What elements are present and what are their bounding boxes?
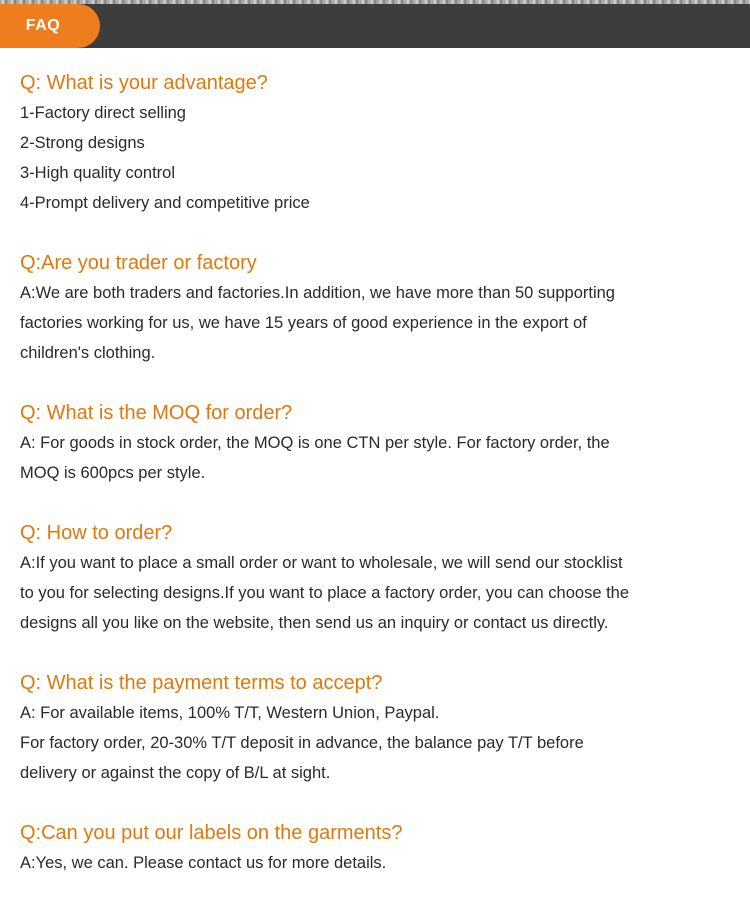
section-header-bar (0, 4, 750, 48)
faq-answer-line: A:If you want to place a small order or want to wholesale, we will send our stocklist (20, 554, 623, 572)
faq-question: Q:Can you put our labels on the garments? (20, 822, 403, 844)
faq-answer-line: designs all you like on the website, then send us an inquiry or contact us directly. (20, 614, 609, 632)
faq-item-moq (20, 398, 725, 488)
faq-answer-line: 4-Prompt delivery and competitive price (20, 194, 310, 212)
faq-question: Q: What is the payment terms to accept? (20, 672, 383, 694)
faq-answer-line: A:We are both traders and factories.In addition, we have more than 50 supporting (20, 284, 615, 302)
faq-list (20, 68, 725, 908)
faq-answer-line: 1-Factory direct selling (20, 104, 186, 122)
faq-question: Q: What is the MOQ for order? (20, 402, 293, 424)
faq-section-tab (0, 4, 100, 48)
faq-question: Q:Are you trader or factory (20, 252, 257, 274)
faq-answer-line: children's clothing. (20, 344, 156, 362)
faq-item-trader-or-factory (20, 248, 725, 368)
faq-answer-line: factories working for us, we have 15 years of good experience in the export of (20, 314, 587, 332)
faq-question: Q: What is your advantage? (20, 72, 268, 94)
faq-answer-line: For factory order, 20-30% T/T deposit in advance, the balance pay T/T before (20, 734, 584, 752)
faq-tab-label: FAQ (25, 17, 61, 34)
faq-item-labels (20, 818, 725, 878)
faq-item-how-to-order (20, 518, 725, 638)
faq-answer-line: A:Yes, we can. Please contact us for more details. (20, 854, 387, 872)
faq-answer-line: A: For available items, 100% T/T, Western Union, Paypal. (20, 704, 440, 722)
faq-answer-line: A: For goods in stock order, the MOQ is one CTN per style. For factory order, the (20, 434, 610, 452)
faq-answer-line: MOQ is 600pcs per style. (20, 464, 206, 482)
faq-answer-line: 2-Strong designs (20, 134, 145, 152)
faq-answer-line: delivery or against the copy of B/L at sight. (20, 764, 331, 782)
faq-answer-line: to you for selecting designs.If you want to place a factory order, you can choose the (20, 584, 630, 602)
faq-question: Q: How to order? (20, 522, 173, 544)
faq-item-payment-terms (20, 668, 725, 788)
faq-item-advantage (20, 68, 725, 218)
faq-answer-line: 3-High quality control (20, 164, 175, 182)
